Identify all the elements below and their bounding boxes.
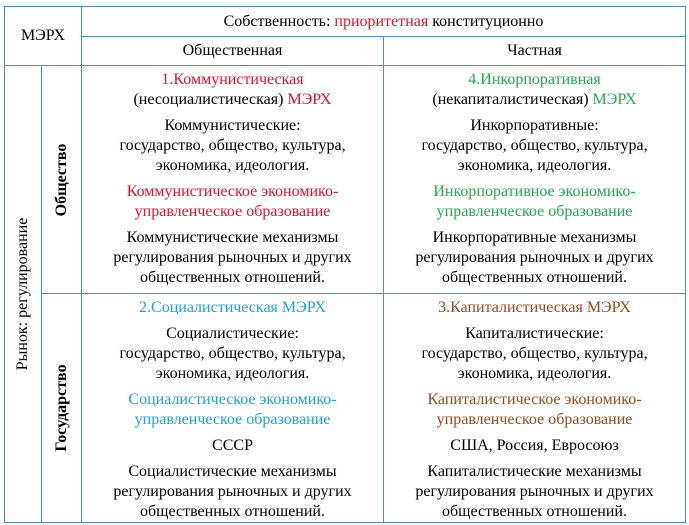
- communist-subtitle-merh: МЭРХ: [287, 91, 332, 108]
- incorporative-domain-line1: государство, общество, культура,: [421, 137, 648, 154]
- ownership-suffix: конституционно: [428, 12, 544, 30]
- cell-socialist: [82, 294, 384, 523]
- capitalist-mechanisms-line2: регулирования рыночных и других: [415, 483, 654, 500]
- incorporative-subtitle-merh: МЭРХ: [592, 91, 637, 108]
- capitalist-example: США, Россия, Евросоюз: [450, 437, 619, 454]
- incorporative-subtitle-text: (некапиталистическая): [432, 91, 593, 108]
- communist-mechanisms-line2: регулирования рыночных и других: [113, 249, 352, 266]
- merh-header-cell: [5, 7, 82, 66]
- ownership-header: [82, 7, 686, 37]
- communist-title: 1.Коммунистическая: [161, 71, 304, 88]
- communist-subtitle: [82, 90, 383, 110]
- incorporative-domain-head: Инкорпоративные:: [470, 117, 599, 134]
- socialist-education-line2: управленческое образование: [134, 411, 331, 428]
- column-header-public: [82, 37, 384, 66]
- cell-incorporative: [384, 66, 686, 294]
- socialist-domain-head: Социалистические:: [166, 325, 299, 342]
- merh-classification-table: [4, 6, 686, 523]
- column-public-label: Общественная: [182, 42, 283, 59]
- incorporative-title: 4.Инкорпоративная: [468, 71, 601, 88]
- cell-communist: [82, 66, 384, 294]
- incorporative-mechanisms-line2: регулирования рыночных и других: [415, 249, 654, 266]
- state-label: Государство: [52, 364, 70, 452]
- society-label: Общество: [52, 143, 70, 216]
- capitalist-education-line2: управленческое образование: [436, 411, 633, 428]
- column-private-label: Частная: [507, 42, 562, 59]
- row-header-society: [42, 66, 82, 294]
- socialist-example: СССР: [212, 437, 253, 454]
- ownership-highlight: приоритетная: [334, 12, 429, 30]
- incorporative-education-line1: Инкорпоративное экономико-: [433, 183, 636, 200]
- cell-capitalist: [384, 294, 686, 523]
- incorporative-mechanisms-line1: Инкорпоративные механизмы: [432, 229, 637, 246]
- market-regulation-label: Рынок: регулирование: [14, 217, 31, 371]
- socialist-domain-line1: государство, общество, культура,: [119, 345, 346, 362]
- communist-mechanisms-line3: общественных отношений.: [140, 269, 325, 286]
- column-header-private: [384, 37, 686, 66]
- communist-education-line2: управленческое образование: [134, 203, 331, 220]
- socialist-mechanisms-line1: Социалистические механизмы: [128, 463, 337, 480]
- ownership-prefix: Собственность:: [223, 12, 335, 30]
- socialist-mechanisms-line2: регулирования рыночных и других: [113, 483, 352, 500]
- communist-education-line1: Коммунистическое экономико-: [126, 183, 339, 200]
- communist-domain-line2: экономика, идеология.: [155, 157, 310, 174]
- capitalist-title: 3.Капиталистическая МЭРХ: [438, 299, 631, 316]
- capitalist-domain-line1: государство, общество, культура,: [421, 345, 648, 362]
- incorporative-subtitle: [384, 90, 685, 110]
- incorporative-mechanisms-line3: общественных отношений.: [442, 269, 627, 286]
- row-header-market: [5, 66, 42, 523]
- incorporative-domain-line2: экономика, идеология.: [457, 157, 612, 174]
- capitalist-education-line1: Капиталистическое экономико-: [427, 391, 642, 408]
- communist-domain-line1: государство, общество, культура,: [119, 137, 346, 154]
- row-header-state: [42, 294, 82, 523]
- capitalist-domain-head: Капиталистические:: [465, 325, 604, 342]
- communist-subtitle-text: (несоциалистическая): [133, 91, 288, 108]
- socialist-domain-line2: экономика, идеология.: [155, 365, 310, 382]
- incorporative-education-line2: управленческое образование: [436, 203, 633, 220]
- socialist-title: 2.Социалистическая МЭРХ: [139, 299, 327, 316]
- merh-label: МЭРХ: [20, 27, 66, 44]
- communist-mechanisms-line1: Коммунистические механизмы: [126, 229, 339, 246]
- socialist-mechanisms-line3: общественных отношений.: [140, 503, 325, 520]
- capitalist-mechanisms-line3: общественных отношений.: [442, 503, 627, 520]
- capitalist-domain-line2: экономика, идеология.: [457, 365, 612, 382]
- communist-domain-head: Коммунистические:: [164, 117, 301, 134]
- capitalist-mechanisms-line1: Капиталистические механизмы: [427, 463, 642, 480]
- socialist-education-line1: Социалистическое экономико-: [128, 391, 337, 408]
